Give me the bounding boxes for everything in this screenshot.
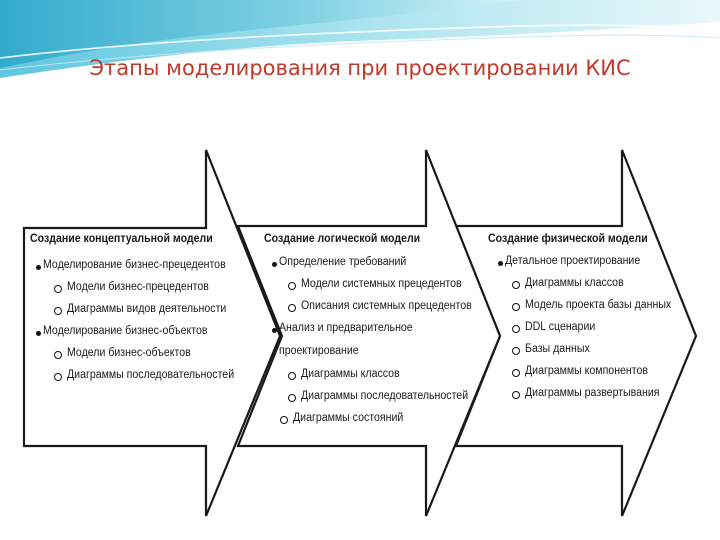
- bullet-circle-icon: [512, 281, 520, 289]
- stage-item: Диаграммы состояний: [293, 412, 404, 424]
- bullet-circle-icon: [54, 373, 62, 381]
- stage-item: Диаграммы компонентов: [525, 365, 649, 377]
- bullet-circle-icon: [288, 372, 296, 380]
- bullet-circle-icon: [54, 285, 62, 293]
- bullet-circle-icon: [512, 369, 520, 377]
- stage-item: Диаграммы классов: [301, 368, 400, 380]
- bullet-dot-icon: [36, 265, 41, 270]
- bullet-circle-icon: [512, 303, 520, 311]
- bullet-dot-icon: [498, 261, 503, 266]
- bullet-circle-icon: [288, 304, 296, 312]
- bullet-circle-icon: [288, 394, 296, 402]
- stage-item: Анализ и предварительное: [279, 322, 413, 334]
- stage-item: Модели бизнес-объектов: [67, 347, 191, 359]
- stage-item: Определение требований: [279, 256, 407, 268]
- stage-heading-physical: Создание физической модели: [488, 233, 648, 245]
- bullet-circle-icon: [54, 307, 62, 315]
- bullet-circle-icon: [288, 282, 296, 290]
- stage-heading-conceptual: Создание концептуальной модели: [30, 233, 213, 245]
- stage-item: Модели системных прецедентов: [301, 278, 462, 290]
- bullet-circle-icon: [280, 416, 288, 424]
- bullet-circle-icon: [512, 325, 520, 333]
- slide-title: Этапы моделирования при проектировании КИС: [89, 56, 631, 80]
- stage-item: Описания системных прецедентов: [301, 300, 472, 312]
- stage-item: Базы данных: [525, 343, 590, 355]
- bullet-circle-icon: [512, 391, 520, 399]
- stage-heading-logical: Создание логической модели: [264, 233, 421, 245]
- stage-item: Детальное проектирование: [505, 255, 641, 267]
- stage-item: проектирование: [279, 345, 359, 357]
- bullet-circle-icon: [54, 351, 62, 359]
- bullet-dot-icon: [272, 328, 277, 333]
- stage-item: Диаграммы видов деятельности: [67, 303, 227, 315]
- stage-item: Моделирование бизнес-прецедентов: [43, 259, 226, 271]
- bullet-circle-icon: [512, 347, 520, 355]
- stage-item: Диаграммы классов: [525, 277, 624, 289]
- stage-item: Модели бизнес-прецедентов: [67, 281, 209, 293]
- stage-item: Модель проекта базы данных: [525, 299, 672, 311]
- bullet-dot-icon: [272, 262, 277, 267]
- bullet-dot-icon: [36, 331, 41, 336]
- stage-item: Диаграммы последовательностей: [301, 390, 469, 402]
- stage-item: Диаграммы развертывания: [525, 387, 660, 399]
- stage-item: Диаграммы последовательностей: [67, 369, 235, 381]
- stage-item: Моделирование бизнес-объектов: [43, 325, 208, 337]
- stage-item: DDL сценарии: [525, 321, 596, 333]
